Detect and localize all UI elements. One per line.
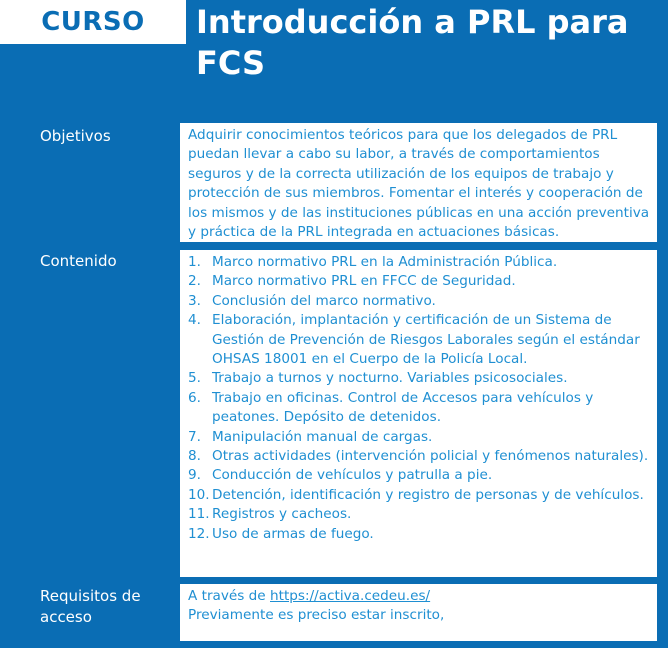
list-item-number: 11.	[188, 506, 210, 523]
course-badge: CURSO	[0, 0, 186, 44]
access-label-line2: acceso	[40, 608, 92, 626]
list-item-text: Uso de armas de fuego.	[212, 525, 374, 542]
list-item	[188, 505, 651, 524]
contents-list	[188, 253, 651, 544]
access-note: Previamente es preciso estar inscrito,	[188, 607, 445, 624]
list-item-number: 12.	[188, 525, 210, 542]
list-item-text: Marco normativo PRL en la Administración Pública.	[212, 254, 558, 270]
access-line	[188, 587, 651, 606]
list-item-number: 5.	[188, 370, 201, 387]
access-box	[180, 584, 657, 641]
list-item-number: 3.	[188, 292, 201, 309]
list-item	[188, 486, 651, 505]
list-item-text: Conclusión del marco normativo.	[212, 292, 436, 309]
list-item-text: Elaboración, implantación y certificación de un Sistema de Gestión de Prevención de Riesgos Laborales según el estándar OHSAS 18001 en el Cuerpo de la Policía Local.	[212, 312, 640, 368]
objectives-text: Adquirir conocimientos teóricos para que los delegados de PRL puedan llevar a cabo su labor, a través de comportamientos seguros y de la correcta utilización de los equipos de trabajo y protección de sus miembros. Fomentar el interés y cooperación de los mismos y de las instituciones públicas en una acción preventiva y práctica de la PRL integrada en actuaciones básicas.	[188, 127, 650, 241]
list-item-text: Detención, identificación y registro de personas y de vehículos.	[212, 486, 644, 503]
access-prefix: A través de	[188, 588, 270, 604]
list-item-number: 8.	[188, 448, 201, 465]
list-item-text: Otras actividades (intervención policial y fenómenos naturales).	[212, 448, 649, 465]
access-label-line1: Requisitos de	[40, 587, 141, 605]
list-item-number: 4.	[188, 312, 201, 329]
list-item-text: Registros y cacheos.	[212, 506, 352, 523]
list-item-number: 2.	[188, 273, 201, 290]
access-label	[40, 586, 141, 628]
list-item-number: 1.	[188, 254, 201, 270]
access-link[interactable]: https://activa.cedeu.es/	[270, 588, 431, 604]
list-item-number: 9.	[188, 467, 201, 484]
list-item-text: Manipulación manual de cargas.	[212, 428, 433, 445]
list-item	[188, 311, 651, 369]
contents-label: Contenido	[40, 252, 117, 270]
list-item	[188, 447, 651, 466]
list-item-text: Conducción de vehículos y patrulla a pie.	[212, 467, 493, 484]
list-item	[188, 369, 651, 388]
objectives-label: Objetivos	[40, 127, 111, 145]
list-item	[188, 428, 651, 447]
list-item-text: Trabajo a turnos y nocturno. Variables psicosociales.	[212, 370, 568, 387]
list-item	[188, 525, 651, 544]
objectives-box	[180, 123, 657, 242]
list-item	[188, 272, 651, 291]
list-item-number: 6.	[188, 389, 201, 406]
contents-box	[180, 250, 657, 577]
list-item-number: 7.	[188, 428, 201, 445]
list-item	[188, 292, 651, 311]
list-item-text: Trabajo en oficinas. Control de Accesos para vehículos y peatones. Depósito de detenidos.	[212, 389, 594, 426]
list-item-number: 10.	[188, 486, 210, 503]
page-title: Introducción a PRL para FCS	[196, 3, 629, 82]
list-item	[188, 253, 651, 272]
list-item-text: Marco normativo PRL en FFCC de Seguridad.	[212, 273, 516, 290]
list-item	[188, 389, 651, 428]
list-item	[188, 466, 651, 485]
